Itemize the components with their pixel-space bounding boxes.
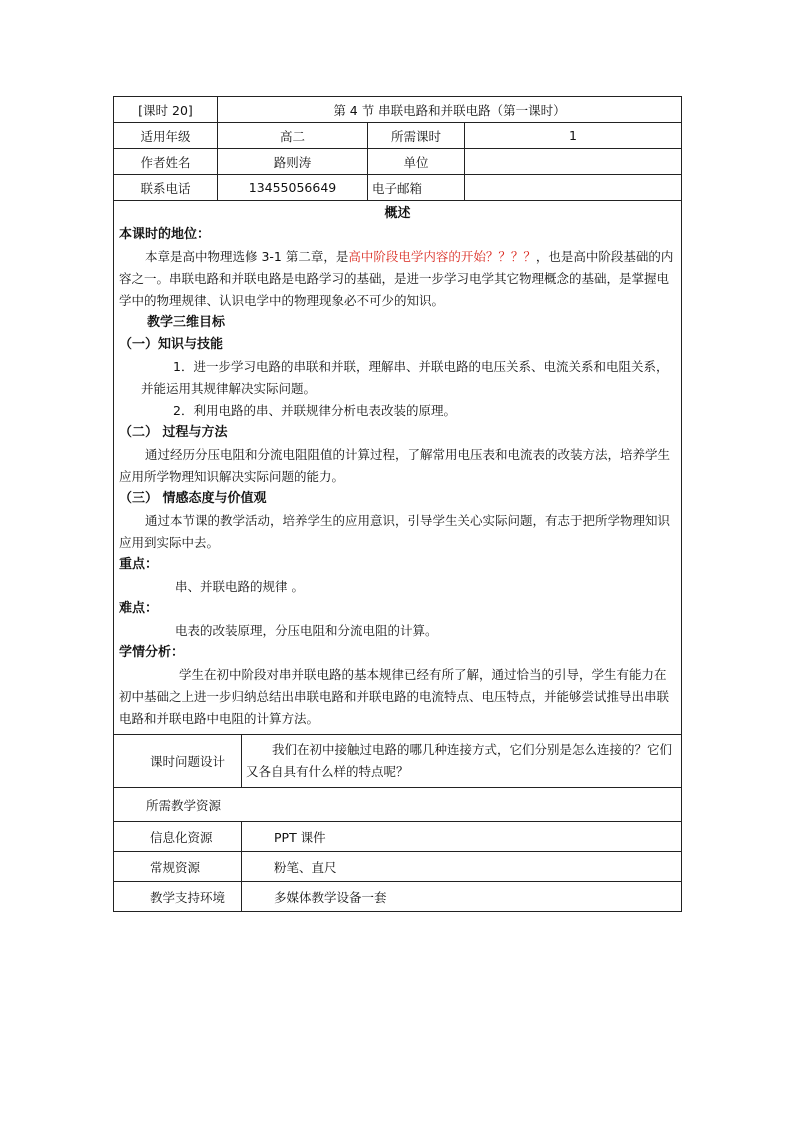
goal3-heading: （三） 情感态度与价值观: [119, 491, 267, 506]
resource-label-info: 信息化资源: [114, 822, 242, 852]
goal2-text: 通过经历分压电阻和分流电阻阻值的计算过程，了解常用电压表和电流表的改装方法，培养学生应用所学物理知识解决实际问题的能力。: [119, 447, 671, 484]
email-label: 电子邮箱: [368, 175, 465, 201]
resource-row: [114, 882, 682, 912]
resource-row: [114, 852, 682, 882]
design-text: 我们在初中接触过电路的哪几种连接方式，它们分别是怎么连接的？它们又各自具有什么样的特点呢？: [242, 735, 682, 788]
difficult-text: 电表的改装原理，分压电阻和分流电阻的计算。: [175, 623, 438, 638]
analysis-text: 学生在初中阶段对串并联电路的基本规律已经有所了解，通过恰当的引导，学生有能力在初中基础之上进一步归纳总结出串联电路和并联电路的电流特点、电压特点，并能够尝试推导出串联电路和并联电路中电阻的计算方法。: [119, 667, 670, 726]
contact-row: [114, 175, 682, 201]
lesson-number: [课时 20]: [114, 97, 218, 123]
lesson-plan-document: [113, 96, 681, 912]
hours-value: 1: [465, 123, 682, 149]
goal1-item2: 2．利用电路的串、并联规律分析电表改装的原理。: [173, 403, 456, 418]
grade-value: 高二: [218, 123, 368, 149]
author-row: [114, 149, 682, 175]
resource-value-environment: 多媒体教学设备一套: [242, 882, 682, 912]
key-heading: 重点：: [119, 557, 159, 572]
lesson-plan-table: [113, 96, 682, 735]
phone-label: 联系电话: [114, 175, 218, 201]
resource-label-environment: 教学支持环境: [114, 882, 242, 912]
resource-row: [114, 822, 682, 852]
overview-title: 概述: [384, 206, 411, 221]
design-row: [114, 735, 682, 788]
overview-cell: [114, 201, 682, 735]
overview-row: [114, 201, 682, 735]
phone-value: 13455056649: [218, 175, 368, 201]
resources-heading-row: [114, 788, 682, 822]
resources-table: [113, 734, 682, 912]
position-text-a: 本章是高中物理选修 3-1 第二章，是: [145, 249, 349, 264]
key-text: 串、并联电路的规律 。: [175, 579, 304, 594]
position-paragraph: [119, 246, 676, 312]
resources-heading: 所需教学资源: [114, 788, 682, 822]
goal2-heading: （二） 过程与方法: [119, 425, 228, 440]
resource-label-regular: 常规资源: [114, 852, 242, 882]
position-text-b: ，也是高中阶段基础的内容之一。串联电路和并联电路是电路学习的基础，是进一步学习电学其它物理概念的基础，是掌握电学中的物理规律、认识电学中的物理现象必不可少的知识。: [119, 249, 674, 308]
resource-value-info: PPT 课件: [242, 822, 682, 852]
unit-value: [465, 149, 682, 175]
goal1-heading: （一）知识与技能: [119, 337, 224, 352]
difficult-heading: 难点：: [119, 601, 159, 616]
goals-heading: 教学三维目标: [147, 315, 226, 330]
position-heading: 本课时的地位：: [119, 227, 211, 242]
title-row: [114, 97, 682, 123]
analysis-heading: 学情分析：: [119, 645, 185, 660]
position-text-highlight: 高中阶段电学内容的开始？？？？: [348, 249, 536, 264]
design-label: 课时问题设计: [114, 735, 242, 788]
hours-label: 所需课时: [368, 123, 465, 149]
author-label: 作者姓名: [114, 149, 218, 175]
goal3-text: 通过本节课的教学活动，培养学生的应用意识，引导学生关心实际问题，有志于把所学物理知识应用到实际中去。: [119, 513, 671, 550]
grade-label: 适用年级: [114, 123, 218, 149]
resource-value-regular: 粉笔、直尺: [242, 852, 682, 882]
goal1-item1: 1．进一步学习电路的串联和并联，理解串、并联电路的电压关系、电流关系和电阻关系，并能运用其规律解决实际问题。: [141, 359, 669, 396]
lesson-title: 第 4 节 串联电路和并联电路（第一课时）: [218, 97, 682, 123]
author-value: 路则涛: [218, 149, 368, 175]
unit-label: 单位: [368, 149, 465, 175]
email-value: [465, 175, 682, 201]
grade-row: [114, 123, 682, 149]
